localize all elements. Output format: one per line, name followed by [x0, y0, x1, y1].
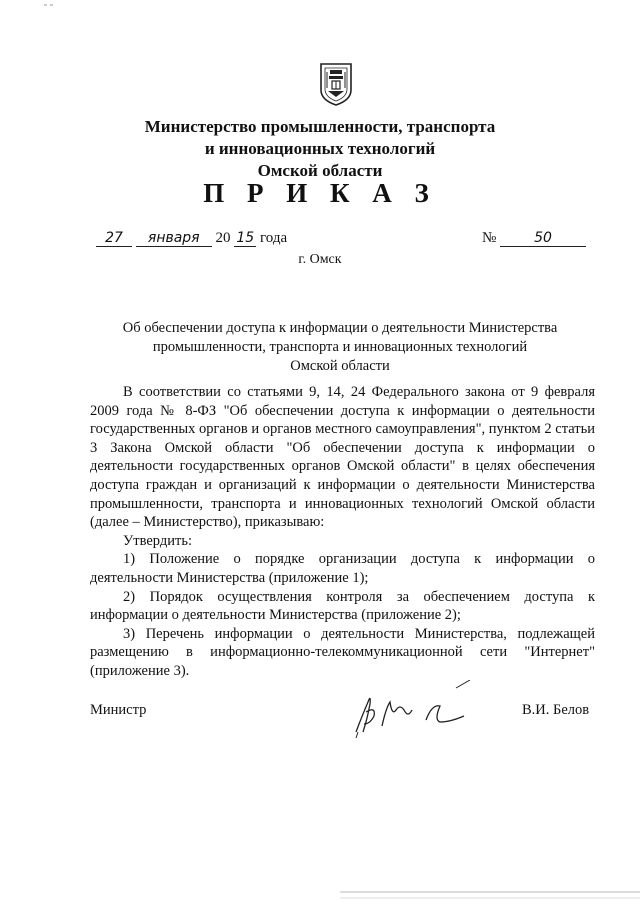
date-year-prefix: 20 [215, 230, 231, 246]
number-value: 50 [500, 230, 586, 247]
number-label: № [482, 230, 497, 246]
body-intro: В соответствии со статьями 9, 14, 24 Федерального закона от 9 февраля 2009 года № 8-ФЗ "Об обеспечении доступа к информации о деятельности государственных органов и органов местного самоуправления", пунктом 2 статьи 3 Закона Омской области "Об обеспечении доступа к информации о деятельности государственных органов Омской области" в целях обеспечения доступа граждан и организаций к информации о деятельности Министерства промышленности, транспорта и инновационных технологий Омской области (далее – Министерство), приказываю: [90, 384, 595, 531]
scan-edge-lines [340, 888, 640, 905]
handwritten-signature [348, 680, 478, 740]
ministry-line-3: Омской области [257, 161, 383, 180]
date-word: года [260, 230, 288, 246]
signatory-position: Министр [90, 702, 147, 718]
document-body [90, 383, 595, 681]
document-city: г. Омск [298, 252, 342, 267]
scan-artifact [44, 2, 56, 8]
date-day: 27 [96, 230, 132, 247]
date-month: января [136, 230, 212, 247]
document-number [482, 230, 586, 247]
subject-line-2: промышленности, транспорта и инновационных технологий [152, 339, 528, 355]
subject-line-3: Омской области [290, 358, 390, 374]
subject-line-1: Об обеспечении доступа к информации о деятельности Министерства [122, 320, 558, 336]
ministry-header [0, 116, 640, 182]
document-subject [90, 319, 590, 376]
ministry-line-2: и инновационных технологий [204, 139, 436, 158]
ministry-line-1: Министерство промышленности, транспорта [144, 117, 496, 136]
body-approve: Утвердить: [123, 532, 192, 549]
body-item-2: 2) Порядок осуществления контроля за обеспечением доступа к информации о деятельности Министерства (приложение 2); [90, 588, 595, 624]
date-year-suffix: 15 [234, 230, 256, 247]
coat-of-arms-icon [318, 60, 354, 106]
document-date [96, 230, 287, 247]
body-item-3: 3) Перечень информации о деятельности Министерства, подлежащей размещению в информационно-телекоммуникационной сети "Интернет" (приложение 3). [90, 625, 595, 679]
document-title: П Р И К А З [203, 178, 437, 208]
body-item-1: 1) Положение о порядке организации доступа к информации о деятельности Министерства (приложение 1); [90, 551, 595, 586]
signatory-name: В.И. Белов [522, 702, 590, 718]
